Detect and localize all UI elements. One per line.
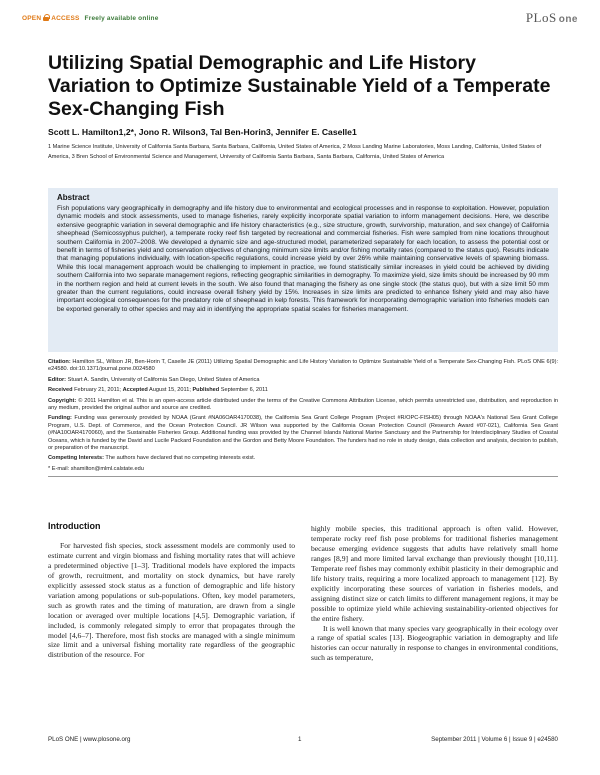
competing-text: The authors have declared that no competing interests exist. bbox=[105, 455, 256, 462]
dates-line bbox=[48, 387, 558, 394]
editor-label: Editor: bbox=[48, 376, 67, 383]
affiliations: 1 Marine Science Institute, University of California Santa Barbara, Santa Barbara, California, United States of America, 2 Moss Landing Marine Laboratories, Moss Landing, California, United States of America, 3 Bren School of Environmental Science and Management, University of California Santa Barbara, Santa Barbara, California, United States of America bbox=[48, 144, 542, 160]
article-metadata bbox=[48, 359, 558, 480]
editor-text: Stuart A. Sandin, University of California San Diego, United States of America bbox=[67, 376, 260, 383]
abstract-box bbox=[48, 188, 558, 352]
copyright-line bbox=[48, 398, 558, 413]
body-column-right bbox=[311, 524, 558, 663]
email-label: * E-mail: bbox=[48, 465, 70, 472]
intro-paragraph-continued: highly mobile species, this traditional approach is often valid. However, temperate rocky reef fish pose problems for traditional fisheries management because emerging evidence suggests that adults have relatively small home ranges [8,9] and more limited larval exchange than previously thought [10,11]. Temperate reef fishes may commonly exhibit plasticity in their demographic and life history traits, requiring a more localized approach to management [12]. By explicitly incorporating these sources of variation in fisheries models, and assigning distinct size or catch limits to different management regions, it may be possible to optimize yield while achieving sustainability-oriented objectives for the entire fishery. bbox=[311, 524, 558, 623]
article-title: Utilizing Spatial Demographic and Life History Variation to Optimize Sustainable Yield of a Temperate Sex-Changing Fish bbox=[48, 52, 551, 120]
open-lock-icon bbox=[43, 14, 49, 21]
body-column-left bbox=[48, 522, 295, 660]
competing-line bbox=[48, 455, 558, 462]
funding-line bbox=[48, 415, 558, 452]
access-label: ACCESS bbox=[51, 15, 80, 22]
section-divider bbox=[48, 476, 558, 477]
copyright-label: Copyright: bbox=[48, 397, 77, 404]
citation-text: Hamilton SL, Wilson JR, Ben-Horin T, Caselle JE (2011) Utilizing Spatial Demographic and Life History Variation to Optimize Sustainable Yield of a Temperate Sex-Changing Fish. PLoS ONE 6(9): e24580. doi:10.1371/journal.pone.0024580 bbox=[48, 359, 558, 373]
intro-paragraph: For harvested fish species, stock assessment models are commonly used to estimate current and virgin biomass and fishing mortality rates that will achieve a predetermined objective [1–3]. Traditional models have explored the impacts of growth, recruitment, and mortality on stock dynamics, but have rarely explicitly assessed stock status as a function of demographic and life history variation among populations or sub-populations. Often, key model parameters, such as growth rates and the timing of maturation, are drawn from a single location or averaged over multiple locations [4,5]. Demographic variation, if included, is commonly relegated simply to error that propagates through the model [4,6–7]. Therefore, most fish stocks are managed with a single minimum size limit and a universal fishing mortality rate regardless of the geographic distribution of the resource. For bbox=[48, 540, 295, 660]
accepted-label: Accepted bbox=[122, 387, 148, 394]
email-line bbox=[48, 466, 558, 473]
citation-line bbox=[48, 359, 558, 374]
open-access-banner bbox=[22, 14, 159, 22]
received-label: Received bbox=[48, 387, 73, 394]
open-label: OPEN bbox=[22, 15, 42, 22]
abstract-text: Fish populations vary geographically in demography and life history due to environmental and ecological processes and in response to exploitation. However, population dynamic models and stock assessments, used to manage fisheries, rarely explicitly incorporate spatial variation to inform management decisions. Here, we describe extensive geographic variation in several demographic and life history characteristics (e.g., size structure, growth, survivorship, maturation, and sex change) of California sheephead (Semicossyphus pulcher), a temperate rocky reef fish targeted by recreational and commercial fisheries. Fish were sampled from nine locations throughout southern California in 2007–2008. We developed a dynamic size and age-structured model, parameterized separately for each location, to assess the potential cost or benefit in terms of fisheries yield and conservation objectives of changing minimum size limits and/or fishing mortality rates (compared to the status quo). Results indicate that managing populations individually, with location-specific regulations, could increase yield by over 26% while maintaining conservative levels of spawning biomass. While this local management approach would be challenging to implement in practice, we found statistically similar increases in yield could be achieved by dividing southern California into two separate management regions, reflecting geographic similarities in demography. To maximize yield, size limits should be increased by 90 mm in the northern region and held at current levels in the south. We also found that managing the fishery as one single stock (the status quo), but with a size limit 50 mm greater than the current regulations, could increase overall fishery yield by 15%. Increases in size limits are predicted to enhance fishery yield and may also have important ecological consequences for the predatory role of sheephead in kelp forests. This framework for incorporating demographic variation into fisheries models can be exported generally to other species and may aid in identifying the appropriate spatial scales for fisheries management. bbox=[57, 205, 549, 313]
intro-paragraph-2: It is well known that many species vary geographically in their ecology over a range of spatial scales [13]. Biogeographic variation in demography and life histories can occur naturally in response to changes in environmental conditions, such as temperature, bbox=[311, 623, 558, 663]
logo-plos: PLoS bbox=[525, 10, 557, 25]
footer-page-number: 1 bbox=[298, 736, 302, 743]
footer-journal: PLoS ONE | www.plosone.org bbox=[48, 736, 131, 743]
received-date: February 21, 2011; bbox=[74, 387, 121, 394]
introduction-heading: Introduction bbox=[48, 521, 101, 531]
footer-issue: September 2011 | Volume 6 | Issue 9 | e24580 bbox=[431, 736, 558, 743]
competing-label: Competing Interests: bbox=[48, 455, 104, 462]
copyright-text: © 2011 Hamilton et al. This is an open-access article distributed under the terms of the Creative Commons Attribution License, which permits unrestricted use, distribution, and reproduction in any medium, provided the original author and source are credited. bbox=[48, 397, 558, 412]
published-label: Published bbox=[192, 387, 220, 394]
author-list: Scott L. Hamilton1,2*, Jono R. Wilson3, Tal Ben-Horin3, Jennifer E. Caselle1 bbox=[48, 127, 357, 137]
funding-text: Funding was generously provided by NOAA (Grant #NA06OAR4170038), the California Sea Grant College Program (Project #R/OPC-FISH05) through NOAA's National Sea Grant College Program, U.S. Dept. of Commerce, and the Ocean Protection Council. JR Wilson was supported by the California Ocean Protection Council (Research Award #07-021), California Sea Grant (#NA10OAR4170060), and the Sustainable Fisheries Group. Additional funding was provided by the Channel Islands National Marine Sanctuary and the Partnership for Interdisciplinary Studies of Coastal Oceans, which is funded by the David and Lucile Packard Foundation and the Gordon and Betty Moore Foundation. The funders had no role in study design, data collection and analysis, decision to publish, or preparation of the manuscript. bbox=[48, 415, 558, 452]
plos-one-logo bbox=[526, 10, 578, 26]
published-date: September 6, 2011 bbox=[220, 387, 268, 394]
logo-one: one bbox=[558, 14, 578, 25]
citation-label: Citation: bbox=[48, 359, 71, 365]
email-address[interactable]: shamilton@mlml.calstate.edu bbox=[70, 465, 144, 472]
freely-available-label: Freely available online bbox=[84, 15, 159, 22]
journal-header bbox=[22, 10, 578, 32]
accepted-date: August 15, 2011; bbox=[149, 387, 191, 394]
abstract-heading: Abstract bbox=[57, 193, 90, 202]
editor-line bbox=[48, 377, 558, 384]
funding-label: Funding: bbox=[48, 415, 72, 422]
